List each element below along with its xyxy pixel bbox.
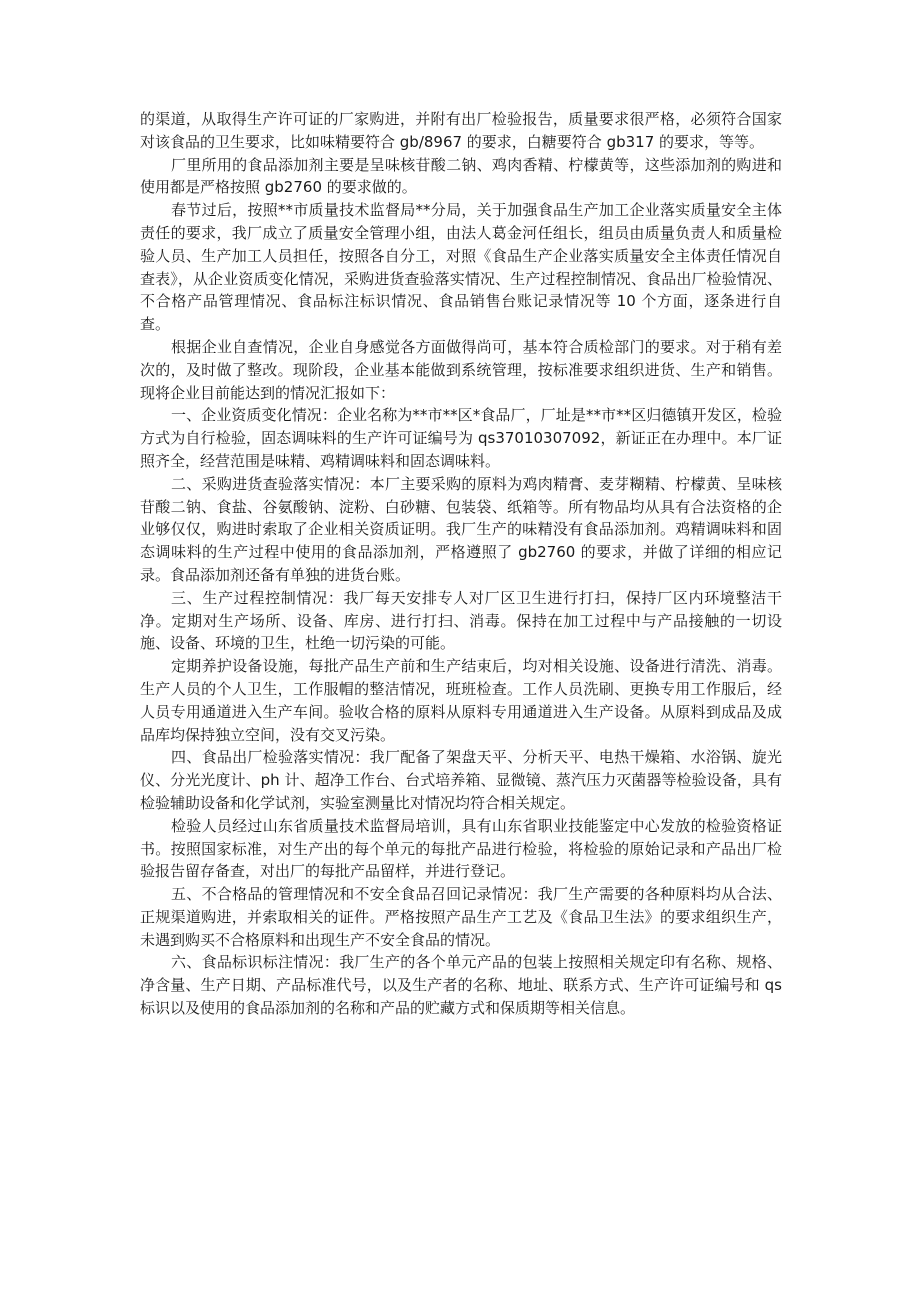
paragraph-additives: 厂里所用的食品添加剂主要是呈味核苷酸二钠、鸡肉香精、柠檬黄等，这些添加剂的购进和使用都是严格按照 gb2760 的要求做的。 — [140, 155, 782, 197]
paragraph-summary: 根据企业自查情况，企业自身感觉各方面做得尚可，基本符合质检部门的要求。对于稍有差次的，及时做了整改。现阶段，企业基本能做到系统管理，按标准要求组织进货、生产和销售。现将企业目前能达到的情况汇报如下： — [140, 337, 782, 402]
paragraph-inspectors: 检验人员经过山东省质量技术监督局培训，具有山东省职业技能鉴定中心发放的检验资格证书。按照国家标准，对生产出的每个单元的每批产品进行检验，将检验的原始记录和产品出厂检验报告留存备查，对出厂的每批产品留样，并进行登记。 — [140, 816, 782, 881]
paragraph-section-2: 二、采购进货查验落实情况：本厂主要采购的原料为鸡肉精膏、麦芽糊精、柠檬黄、呈味核苷酸二钠、食盐、谷氨酸钠、淀粉、白砂糖、包装袋、纸箱等。所有物品均从具有合法资格的企业够仅仅，购进时索取了企业相关资质证明。我厂生产的味精没有食品添加剂。鸡精调味料和固态调味料的生产过程中使用的食品添加剂，严格遵照了 gb2760 的要求，并做了详细的相应记录。食品添加剂还备有单独的进货台账。 — [140, 474, 782, 584]
paragraph-section-3: 三、生产过程控制情况：我厂每天安排专人对厂区卫生进行打扫，保持厂区内环境整洁干净。定期对生产场所、设备、库房、进行打扫、消毒。保持在加工过程中与产品接触的一切设施、设备、环境的卫生，杜绝一切污染的可能。 — [140, 588, 782, 653]
paragraph-section-6: 六、食品标识标注情况：我厂生产的各个单元产品的包装上按照相关规定印有名称、规格、净含量、生产日期、产品标准代号，以及生产者的名称、地址、联系方式、生产许可证编号和 qs 标识以及使用的食品添加剂的名称和产品的贮藏方式和保质期等相关信息。 — [140, 953, 782, 1018]
document-body — [140, 108, 782, 1020]
paragraph-section-1: 一、企业资质变化情况：企业名称为**市**区*食品厂，厂址是**市**区归德镇开发区，检验方式为自行检验，固态调味料的生产许可证编号为 qs37010307092，新证正在办理中。本厂证照齐全，经营范围是味精、鸡精调味料和固态调味料。 — [140, 406, 782, 470]
paragraph-section-4: 四、食品出厂检验落实情况：我厂配备了架盘天平、分析天平、电热干燥箱、水浴锅、旋光仪、分光光度计、ph 计、超净工作台、台式培养箱、显微镜、蒸汽压力灭菌器等检验设备，具有检验辅助设备和化学试剂，实验室测量比对情况均符合相关规定。 — [140, 748, 782, 812]
paragraph-section-5: 五、不合格品的管理情况和不安全食品召回记录情况：我厂生产需要的各种原料均从合法、正规渠道购进，并索取相关的证件。严格按照产品生产工艺及《食品卫生法》的要求组织生产，未遇到购买不合格原料和出现生产不安全食品的情况。 — [140, 885, 782, 949]
paragraph-self-inspection: 春节过后，按照**市质量技术监督局**分局，关于加强食品生产加工企业落实质量安全主体责任的要求，我厂成立了质量安全管理小组，由法人葛金河任组长，组员由质量负责人和质量检验人员、生产加工人员担任，按照各自分工，对照《食品生产企业落实质量安全主体责任情况自查表》，从企业资质变化情况，采购进货查验落实情况、生产过程控制情况、食品出厂检验情况、不合格产品管理情况、食品标注标识情况、食品销售台账记录情况等 10 个方面，逐条进行自查。 — [140, 201, 782, 334]
paragraph-continuation: 的渠道，从取得生产许可证的厂家购进，并附有出厂检验报告，质量要求很严格，必须符合国家对该食品的卫生要求，比如味精要符合 gb/8967 的要求，白糖要符合 gb317 的要求，等等。 — [140, 110, 782, 151]
paragraph-maintenance: 定期养护设备设施，每批产品生产前和生产结束后，均对相关设施、设备进行清洗、消毒。生产人员的个人卫生，工作服帽的整洁情况，班班检查。工作人员洗刷、更换专用工作服后，经人员专用通道进入生产车间。验收合格的原料从原料专用通道进入生产设备。从原料到成品及成品库均保持独立空间，没有交叉污染。 — [140, 657, 782, 744]
